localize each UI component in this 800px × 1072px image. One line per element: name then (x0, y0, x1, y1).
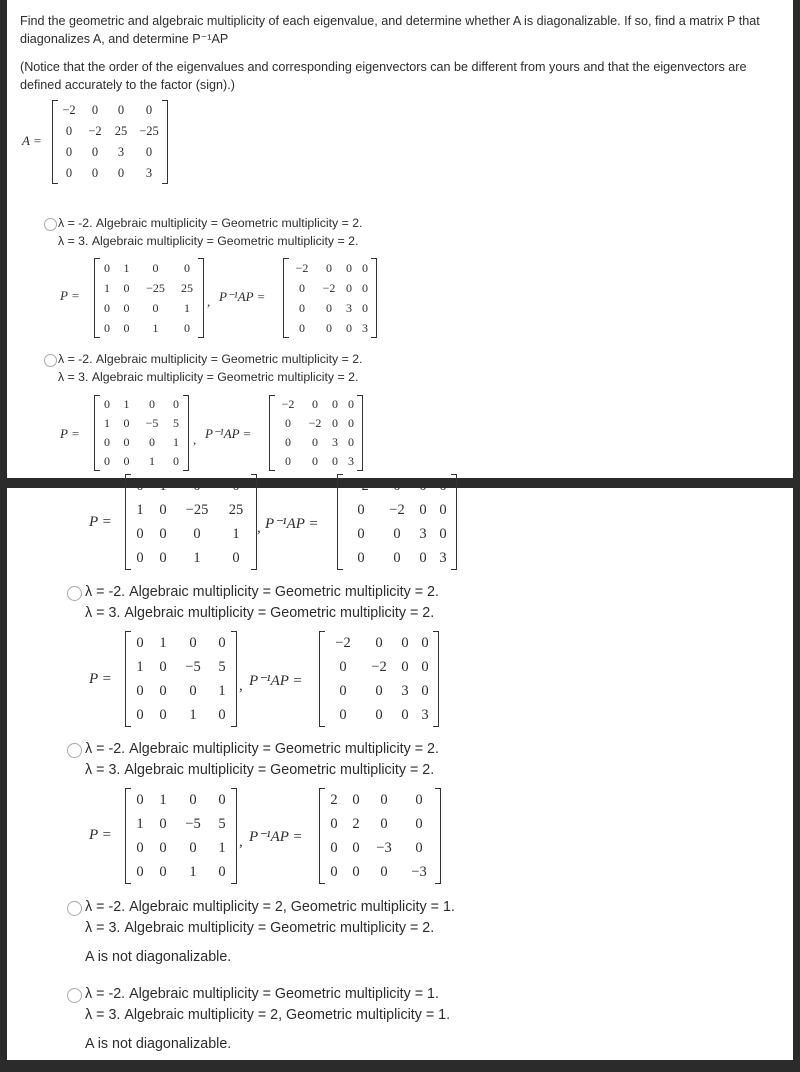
matrix-cell: 0 (401, 706, 409, 723)
matrix-row (129, 474, 253, 498)
matrix-row (287, 278, 373, 298)
option-2-line1: λ = -2. Algebraic multiplicity = Geometric multiplicity = 2. (58, 352, 363, 366)
matrix-row (129, 703, 233, 727)
option-2-p-matrix (94, 395, 189, 471)
matrix-row (129, 655, 233, 679)
matrix-cell: −2 (295, 260, 309, 275)
matrix-cell: 0 (104, 397, 110, 411)
matrix-cell: 0 (117, 166, 125, 180)
matrix-cell: 0 (415, 791, 423, 808)
option-2-large-line1: λ = -2. Algebraic multiplicity = Geometric multiplicity = 2. (85, 584, 439, 600)
matrix-cell: 0 (312, 397, 318, 411)
matrix-row (129, 679, 233, 703)
option-1-comma: , (207, 294, 211, 309)
matrix-cell: 0 (419, 477, 427, 494)
matrix-row (323, 679, 435, 703)
matrix-cell: 0 (285, 416, 291, 430)
matrix-row (341, 546, 453, 570)
matrix-cell: 0 (159, 839, 167, 856)
matrix-cell: 3 (346, 300, 352, 315)
matrix-cell: 0 (439, 525, 447, 542)
matrix-cell: −25 (139, 124, 159, 138)
option-2-comma: , (193, 432, 197, 447)
matrix-cell: 0 (159, 549, 167, 566)
matrix-cell: 0 (149, 435, 155, 449)
matrix-row (341, 474, 453, 498)
matrix-cell: −2 (322, 280, 336, 295)
matrix-row (56, 142, 164, 163)
matrix-cell: 1 (104, 416, 110, 430)
matrix-cell: 0 (123, 320, 130, 335)
matrix-cell: 0 (117, 103, 125, 117)
matrix-row (341, 522, 453, 546)
matrix-cell: 0 (159, 501, 167, 518)
matrix-cell: 0 (439, 477, 447, 494)
option-2-pinv-label: P⁻¹AP = (205, 426, 252, 441)
matrix-cell: 0 (330, 839, 338, 856)
matrix-row (98, 452, 185, 471)
matrix-cell: 0 (326, 300, 332, 315)
option-2-radio[interactable] (44, 354, 57, 367)
matrix-row (323, 788, 437, 812)
option-2-large-p-label: P = (89, 671, 112, 687)
matrix-cell: 0 (285, 454, 291, 468)
matrix-cell: 0 (136, 682, 144, 699)
matrix-cell: 0 (380, 791, 388, 808)
matrix-cell: 25 (181, 280, 193, 295)
option-5-line2: λ = 3. Algebraic multiplicity = 2, Geometric multiplicity = 1. (85, 1007, 451, 1023)
matrix-cell: 0 (104, 300, 110, 315)
matrix-row (323, 836, 437, 860)
matrix-cell: 0 (136, 863, 144, 880)
option-3-p-matrix (125, 788, 237, 884)
matrix-row (287, 298, 373, 318)
matrix-cell: 0 (218, 706, 226, 723)
option-1-radio[interactable] (44, 218, 57, 231)
matrix-cell: 0 (232, 477, 240, 494)
matrix-cell: −25 (146, 280, 165, 295)
matrix-cell: 0 (346, 280, 352, 295)
option-2-large-comma: , (239, 678, 243, 694)
matrix-cell: 1 (136, 501, 144, 518)
matrix-cell: 0 (159, 682, 167, 699)
option-1-d-matrix (283, 258, 377, 338)
matrix-cell: 0 (152, 260, 159, 275)
option-4-line2: λ = 3. Algebraic multiplicity = Geometric multiplicity = 2. (85, 920, 435, 936)
matrix-cell: 0 (184, 320, 190, 335)
matrix-row (323, 812, 437, 836)
option-2-p-label: P = (60, 426, 80, 441)
option-1-comma-continued: , (257, 520, 261, 536)
option-1-pinv-label: P⁻¹AP = (219, 289, 266, 304)
matrix-cell: 0 (375, 634, 383, 651)
matrix-row (273, 414, 359, 433)
option-3-comma: , (239, 834, 243, 850)
matrix-cell: 0 (439, 501, 447, 518)
matrix-cell: 0 (421, 682, 429, 699)
matrix-cell: 0 (173, 397, 179, 411)
option-5-line1: λ = -2. Algebraic multiplicity = Geometric multiplicity = 1. (85, 986, 439, 1002)
matrix-cell: 0 (352, 791, 360, 808)
matrix-row (129, 546, 253, 570)
matrix-row (98, 298, 200, 318)
matrix-cell: 0 (159, 815, 167, 832)
matrix-cell: 0 (149, 397, 155, 411)
matrix-cell: 3 (332, 435, 338, 449)
matrix-cell: 0 (330, 815, 338, 832)
option-1-pinv-label-continued: P⁻¹AP = (265, 516, 319, 532)
matrix-cell: 0 (421, 634, 429, 651)
matrix-a-label: A = (22, 133, 42, 148)
matrix-cell: 0 (136, 791, 144, 808)
matrix-cell: 0 (332, 397, 338, 411)
matrix-cell: 0 (415, 815, 423, 832)
matrix-cell: 5 (173, 416, 179, 430)
matrix-cell: 0 (330, 863, 338, 880)
matrix-cell: −25 (185, 501, 209, 518)
matrix-row (98, 278, 200, 298)
option-2-large-pinv-label: P⁻¹AP = (249, 673, 303, 689)
matrix-cell: 0 (189, 839, 197, 856)
matrix-cell: 0 (123, 416, 130, 430)
matrix-cell: 0 (352, 863, 360, 880)
matrix-cell: 0 (159, 658, 167, 675)
matrix-cell: 0 (123, 280, 130, 295)
matrix-cell: 1 (123, 397, 130, 411)
matrix-cell: 0 (91, 103, 99, 117)
matrix-cell: 0 (65, 166, 73, 180)
matrix-cell: 0 (299, 280, 305, 295)
option-2-large-p-matrix (125, 631, 237, 727)
matrix-cell: 0 (375, 682, 383, 699)
matrix-row (129, 522, 253, 546)
matrix-cell: 0 (332, 454, 338, 468)
matrix-cell: 0 (393, 549, 401, 566)
matrix-cell: 1 (189, 863, 197, 880)
option-3-d-matrix (319, 788, 441, 884)
matrix-cell: 1 (152, 320, 159, 335)
matrix-cell: 3 (419, 525, 427, 542)
question-panel-top (7, 0, 793, 478)
matrix-row (323, 631, 435, 655)
matrix-cell: −5 (145, 416, 159, 430)
matrix-cell: 0 (159, 706, 167, 723)
matrix-cell: 0 (104, 454, 110, 468)
matrix-cell: 0 (189, 634, 197, 651)
matrix-cell: 0 (348, 435, 354, 449)
option-1-d-matrix-continued (337, 474, 457, 570)
matrix-row (129, 631, 233, 655)
matrix-cell: 0 (136, 477, 144, 494)
matrix-cell: 25 (228, 501, 244, 518)
option-2-line2: λ = 3. Algebraic multiplicity = Geometric multiplicity = 2. (58, 370, 359, 384)
matrix-cell: 1 (136, 658, 144, 675)
matrix-row (98, 395, 185, 414)
matrix-cell: 0 (419, 501, 427, 518)
option-1-p-label: P = (60, 288, 80, 303)
matrix-cell: 0 (339, 658, 347, 675)
matrix-cell: 0 (184, 260, 190, 275)
matrix-cell: 0 (189, 682, 197, 699)
matrix-cell: 0 (339, 706, 347, 723)
matrix-row (273, 452, 359, 471)
matrix-cell: 0 (346, 320, 352, 335)
matrix-cell: 0 (415, 839, 423, 856)
matrix-cell: 0 (136, 839, 144, 856)
matrix-cell: 25 (114, 124, 128, 138)
matrix-cell: −2 (62, 103, 76, 117)
question-note: (Notice that the order of the eigenvalues and corresponding eigenvectors can be different from yours and that the eigenvectors are defined accurately to the factor (sign).) (20, 60, 747, 92)
matrix-row (341, 498, 453, 522)
matrix-cell: 0 (218, 791, 226, 808)
matrix-cell: 1 (123, 260, 130, 275)
matrix-cell: 1 (218, 839, 226, 856)
matrix-cell: 3 (117, 145, 125, 159)
matrix-row (56, 163, 164, 184)
matrix-cell: −2 (335, 634, 351, 651)
option-4-diagonalizable-text: A is not diagonalizable. (85, 949, 232, 965)
option-2-large-d-matrix (319, 631, 439, 727)
matrix-cell: 0 (419, 549, 427, 566)
matrix-row (129, 788, 233, 812)
matrix-cell: 1 (184, 300, 190, 315)
matrix-row (273, 395, 359, 414)
matrix-cell: 0 (193, 477, 201, 494)
option-3-p-label: P = (89, 827, 112, 843)
option-5-radio[interactable] (67, 988, 82, 1003)
matrix-cell: 0 (393, 477, 401, 494)
option-5-diagonalizable-text: A is not diagonalizable. (85, 1036, 232, 1052)
matrix-cell: 0 (348, 397, 354, 411)
matrix-cell: 0 (159, 525, 167, 542)
matrix-cell: 0 (380, 863, 388, 880)
matrix-cell: 0 (159, 863, 167, 880)
option-3-line1: λ = -2. Algebraic multiplicity = Geometric multiplicity = 2. (85, 741, 439, 757)
matrix-cell: −2 (281, 397, 295, 411)
matrix-cell: 0 (312, 435, 318, 449)
matrix-cell: 0 (65, 124, 73, 138)
matrix-cell: 0 (145, 103, 153, 117)
matrix-cell: 0 (136, 634, 144, 651)
matrix-cell: 2 (330, 791, 338, 808)
matrix-cell: 0 (145, 145, 153, 159)
option-2-large-line2: λ = 3. Algebraic multiplicity = Geometric multiplicity = 2. (85, 605, 435, 621)
matrix-cell: 0 (123, 300, 130, 315)
matrix-cell: 0 (218, 634, 226, 651)
matrix-cell: 1 (159, 791, 167, 808)
matrix-cell: 0 (312, 454, 318, 468)
matrix-row (287, 318, 373, 338)
matrix-cell: 0 (189, 791, 197, 808)
matrix-row (287, 258, 373, 278)
matrix-row (98, 318, 200, 338)
matrix-cell: −2 (371, 658, 387, 675)
matrix-a (52, 100, 168, 184)
matrix-cell: 0 (380, 815, 388, 832)
matrix-cell: 5 (218, 815, 226, 832)
matrix-cell: 0 (123, 435, 130, 449)
option-3-line2: λ = 3. Algebraic multiplicity = Geometric multiplicity = 2. (85, 762, 435, 778)
matrix-cell: 0 (357, 525, 365, 542)
matrix-row (98, 433, 185, 452)
matrix-cell: 0 (357, 549, 365, 566)
matrix-cell: 0 (104, 435, 110, 449)
matrix-cell: 1 (193, 549, 201, 566)
matrix-row (98, 258, 200, 278)
matrix-cell: 0 (65, 145, 73, 159)
matrix-cell: 1 (159, 634, 167, 651)
matrix-row (129, 812, 233, 836)
matrix-cell: −2 (389, 501, 405, 518)
matrix-cell: −3 (411, 863, 427, 880)
matrix-cell: 0 (299, 300, 305, 315)
matrix-cell: 0 (348, 416, 354, 430)
matrix-cell: 0 (91, 145, 99, 159)
matrix-cell: 0 (401, 658, 409, 675)
matrix-cell: 0 (401, 634, 409, 651)
matrix-cell: 2 (352, 815, 360, 832)
matrix-cell: 1 (159, 477, 167, 494)
matrix-cell: 0 (332, 416, 338, 430)
matrix-row (56, 100, 164, 121)
matrix-cell: 0 (136, 706, 144, 723)
matrix-cell: 3 (401, 682, 409, 699)
matrix-cell: 1 (104, 280, 110, 295)
option-2-d-matrix (269, 395, 363, 471)
option-1-line2: λ = 3. Algebraic multiplicity = Geometric multiplicity = 2. (58, 234, 359, 248)
matrix-cell: −5 (185, 658, 201, 675)
matrix-row (323, 860, 437, 884)
matrix-cell: 0 (339, 682, 347, 699)
option-4-radio[interactable] (67, 901, 82, 916)
matrix-cell: −2 (353, 477, 369, 494)
matrix-cell: 0 (326, 320, 332, 335)
option-1-line1: λ = -2. Algebraic multiplicity = Geometric multiplicity = 2. (58, 216, 363, 230)
matrix-cell: 3 (439, 549, 447, 566)
matrix-cell: 0 (357, 501, 365, 518)
option-3-radio[interactable] (67, 743, 82, 758)
matrix-cell: 0 (136, 549, 144, 566)
matrix-row (98, 414, 185, 433)
matrix-cell: 5 (218, 658, 226, 675)
matrix-cell: −2 (88, 124, 102, 138)
matrix-row (129, 860, 233, 884)
matrix-cell: 0 (421, 658, 429, 675)
option-2-large-radio[interactable] (67, 586, 82, 601)
matrix-cell: 1 (136, 815, 144, 832)
matrix-row (129, 836, 233, 860)
matrix-cell: 0 (123, 454, 130, 468)
matrix-cell: 1 (218, 682, 226, 699)
matrix-cell: 1 (232, 525, 240, 542)
question-text: Find the geometric and algebraic multiplicity of each eigenvalue, and determine whether A is diagonalizable. If so, find a matrix P that diagonalizes A, and determine P⁻¹AP (20, 14, 760, 46)
matrix-cell: 1 (189, 706, 197, 723)
matrix-cell: 1 (173, 435, 179, 449)
matrix-cell: 3 (362, 320, 368, 335)
matrix-row (273, 433, 359, 452)
option-1-p-matrix-continued (125, 474, 257, 570)
matrix-cell: 0 (232, 549, 240, 566)
matrix-cell: −5 (185, 815, 201, 832)
matrix-cell: 0 (362, 260, 368, 275)
matrix-cell: 0 (375, 706, 383, 723)
matrix-cell: 0 (104, 320, 110, 335)
matrix-row (56, 121, 164, 142)
matrix-cell: 0 (326, 260, 332, 275)
option-3-pinv-label: P⁻¹AP = (249, 829, 303, 845)
matrix-cell: −3 (376, 839, 392, 856)
matrix-cell: 0 (152, 300, 159, 315)
matrix-cell: 0 (285, 435, 291, 449)
matrix-row (129, 498, 253, 522)
option-1-p-matrix (94, 258, 204, 338)
question-panel-bottom (7, 477, 793, 1060)
matrix-cell: 3 (348, 454, 354, 468)
matrix-cell: 0 (136, 525, 144, 542)
matrix-cell: 0 (193, 525, 201, 542)
option-1-p-label-continued: P = (89, 514, 112, 530)
matrix-cell: 3 (421, 706, 429, 723)
matrix-cell: 0 (299, 320, 305, 335)
matrix-cell: 0 (91, 166, 99, 180)
matrix-cell: −2 (308, 416, 322, 430)
matrix-cell: 0 (173, 454, 179, 468)
matrix-row (323, 655, 435, 679)
matrix-cell: 0 (346, 260, 352, 275)
matrix-cell: 0 (352, 839, 360, 856)
matrix-cell: 0 (362, 300, 368, 315)
matrix-row (323, 703, 435, 727)
matrix-cell: 0 (218, 863, 226, 880)
matrix-cell: 0 (104, 260, 110, 275)
matrix-cell: 3 (145, 166, 153, 180)
matrix-cell: 0 (393, 525, 401, 542)
matrix-cell: 0 (362, 280, 368, 295)
option-4-line1: λ = -2. Algebraic multiplicity = 2, Geometric multiplicity = 1. (85, 899, 455, 915)
matrix-cell: 1 (149, 454, 155, 468)
